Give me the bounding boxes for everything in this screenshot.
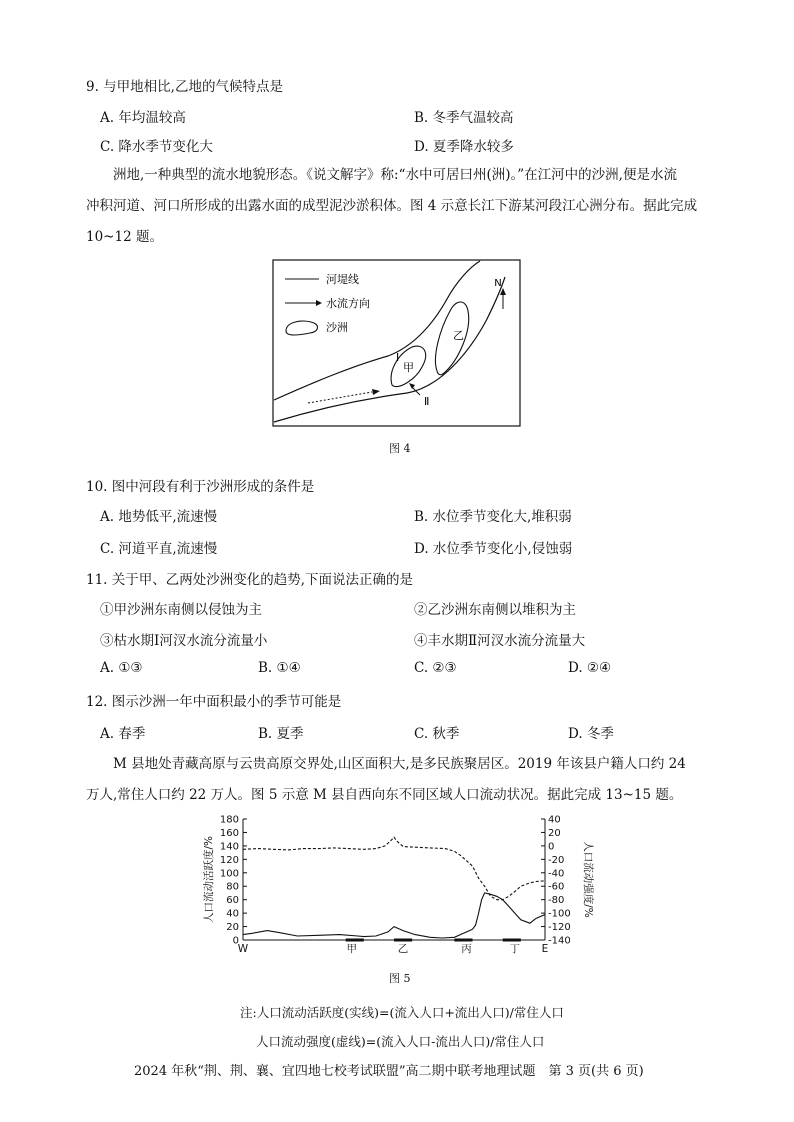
label-channel-1: Ⅰ xyxy=(396,351,400,364)
x-label: 乙 xyxy=(397,943,409,955)
series-line-flow-intensity xyxy=(243,837,545,900)
q11-option-c: C. ②③ xyxy=(414,660,457,676)
q9-stem: 9. 与甲地相比,乙地的气候特点是 xyxy=(86,79,283,95)
q11-statement-3: ③枯水期Ⅰ河汊水流分流量小 xyxy=(100,633,268,649)
label-jia: 甲 xyxy=(403,361,414,374)
y2-tick-label: 20 xyxy=(548,827,561,839)
figure-5-population-chart xyxy=(198,812,596,962)
figure-4-river-map xyxy=(272,259,522,427)
north-label: N xyxy=(494,278,502,289)
x-label: 丁 xyxy=(509,943,521,955)
legend-dike-label: 河堤线 xyxy=(326,273,359,286)
y-tick-label: 100 xyxy=(219,868,239,880)
passage-county-line2: 万人,常住人口约 22 万人。图 5 示意 M 县自西向东不同区域人口流动状况。据此完成 13~15 题。 xyxy=(86,787,683,803)
y2-tick-label: -120 xyxy=(548,922,571,934)
x-label: E xyxy=(541,943,549,955)
figure-5-caption: 图 5 xyxy=(389,972,411,985)
legend-sandbar-label: 沙洲 xyxy=(326,321,348,334)
q10-option-c: C. 河道平直,流速慢 xyxy=(100,541,218,557)
q9-option-c: C. 降水季节变化大 xyxy=(100,139,213,155)
y-tick-label: 160 xyxy=(219,827,239,839)
legend-flow-label: 水流方向 xyxy=(326,297,370,310)
passage-sandbar-line2: 冲积河道、河口所形成的出露水面的成型泥沙淤积体。图 4 示意长江下游某河段江心洲分布。据此完成 xyxy=(86,198,698,214)
y2-tick-label: 40 xyxy=(548,814,561,826)
y2-tick-label: -100 xyxy=(548,908,571,920)
y2-tick-label: -80 xyxy=(548,895,565,907)
q11-stem: 11. 关于甲、乙两处沙洲变化的趋势,下面说法正确的是 xyxy=(86,572,414,588)
y2-tick-label: -20 xyxy=(548,854,565,866)
figure-5-note-1: 注:人口流动活跃度(实线)=(流入人口+流出人口)/常住人口 xyxy=(240,1005,564,1020)
q12-option-c: C. 秋季 xyxy=(414,726,460,742)
label-channel-2: Ⅱ xyxy=(424,395,430,408)
y2-axis-title: 人口流动强度/% xyxy=(582,841,594,918)
q12-option-d: D. 冬季 xyxy=(568,726,614,742)
series-line-flow-activity xyxy=(243,893,545,938)
q11-statement-2: ②乙沙洲东南侧以堆积为主 xyxy=(414,602,576,618)
q10-option-b: B. 水位季节变化大,堆积弱 xyxy=(414,509,572,525)
y-tick-label: 40 xyxy=(226,908,239,920)
q12-stem: 12. 图示沙洲一年中面积最小的季节可能是 xyxy=(86,694,342,710)
passage-sandbar-line1: 洲地,一种典型的流水地貌形态。《说文解字》称:“水中可居曰州(洲)。”在江河中的沙洲,便是水流 xyxy=(113,167,677,183)
y-tick-label: 180 xyxy=(219,814,239,826)
y-tick-label: 120 xyxy=(219,854,239,866)
q10-option-a: A. 地势低平,流速慢 xyxy=(100,509,218,525)
passage-sandbar-line3: 10~12 题。 xyxy=(86,229,163,245)
q11-option-b: B. ①④ xyxy=(258,660,301,676)
y2-tick-label: -60 xyxy=(548,881,565,893)
x-label: 丙 xyxy=(461,943,472,955)
q12-option-a: A. 春季 xyxy=(100,726,146,742)
y2-tick-label: -140 xyxy=(548,935,571,947)
figure-4-caption: 图 4 xyxy=(389,442,411,455)
y-tick-label: 80 xyxy=(226,881,239,893)
y-tick-label: 20 xyxy=(226,922,239,934)
q11-statement-1: ①甲沙洲东南侧以侵蚀为主 xyxy=(100,602,262,618)
x-label: W xyxy=(237,943,249,955)
y-tick-label: 140 xyxy=(219,841,239,853)
y2-tick-label: 0 xyxy=(548,841,555,853)
passage-county-line1: M 县地处青藏高原与云贵高原交界处,山区面积大,是多民族聚居区。2019 年该县户籍人口约 24 xyxy=(113,756,686,772)
q12-option-b: B. 夏季 xyxy=(258,726,304,742)
q9-option-a: A. 年均温较高 xyxy=(100,110,186,126)
q9-option-b: B. 冬季气温较高 xyxy=(414,110,514,126)
figure-5-note-2: 人口流动强度(虚线)=(流入人口-流出人口)/常住人口 xyxy=(256,1034,545,1049)
passage-county xyxy=(86,749,718,811)
q11-statement-4: ④丰水期Ⅱ河汊水流分流量大 xyxy=(414,633,586,649)
x-label: 甲 xyxy=(346,943,357,955)
q10-option-d: D. 水位季节变化小,侵蚀弱 xyxy=(414,541,573,557)
passage-sandbar xyxy=(86,160,718,253)
y-tick-label: 60 xyxy=(226,895,239,907)
q11-option-d: D. ②④ xyxy=(568,660,612,676)
page-footer: 2024 年秋“荆、荆、襄、宜四地七校考试联盟”高二期中联考地理试题 第 3 页(共 6 页) xyxy=(134,1064,644,1079)
q9-option-d: D. 夏季降水较多 xyxy=(414,139,514,155)
y2-tick-label: -40 xyxy=(548,868,565,880)
y-axis-title: 人口流动活跃度/% xyxy=(203,835,215,924)
q10-stem: 10. 图中河段有利于沙洲形成的条件是 xyxy=(86,479,315,495)
label-yi: 乙 xyxy=(453,329,464,342)
q11-option-a: A. ①③ xyxy=(100,660,143,676)
y-tick-label: 0 xyxy=(232,935,239,947)
